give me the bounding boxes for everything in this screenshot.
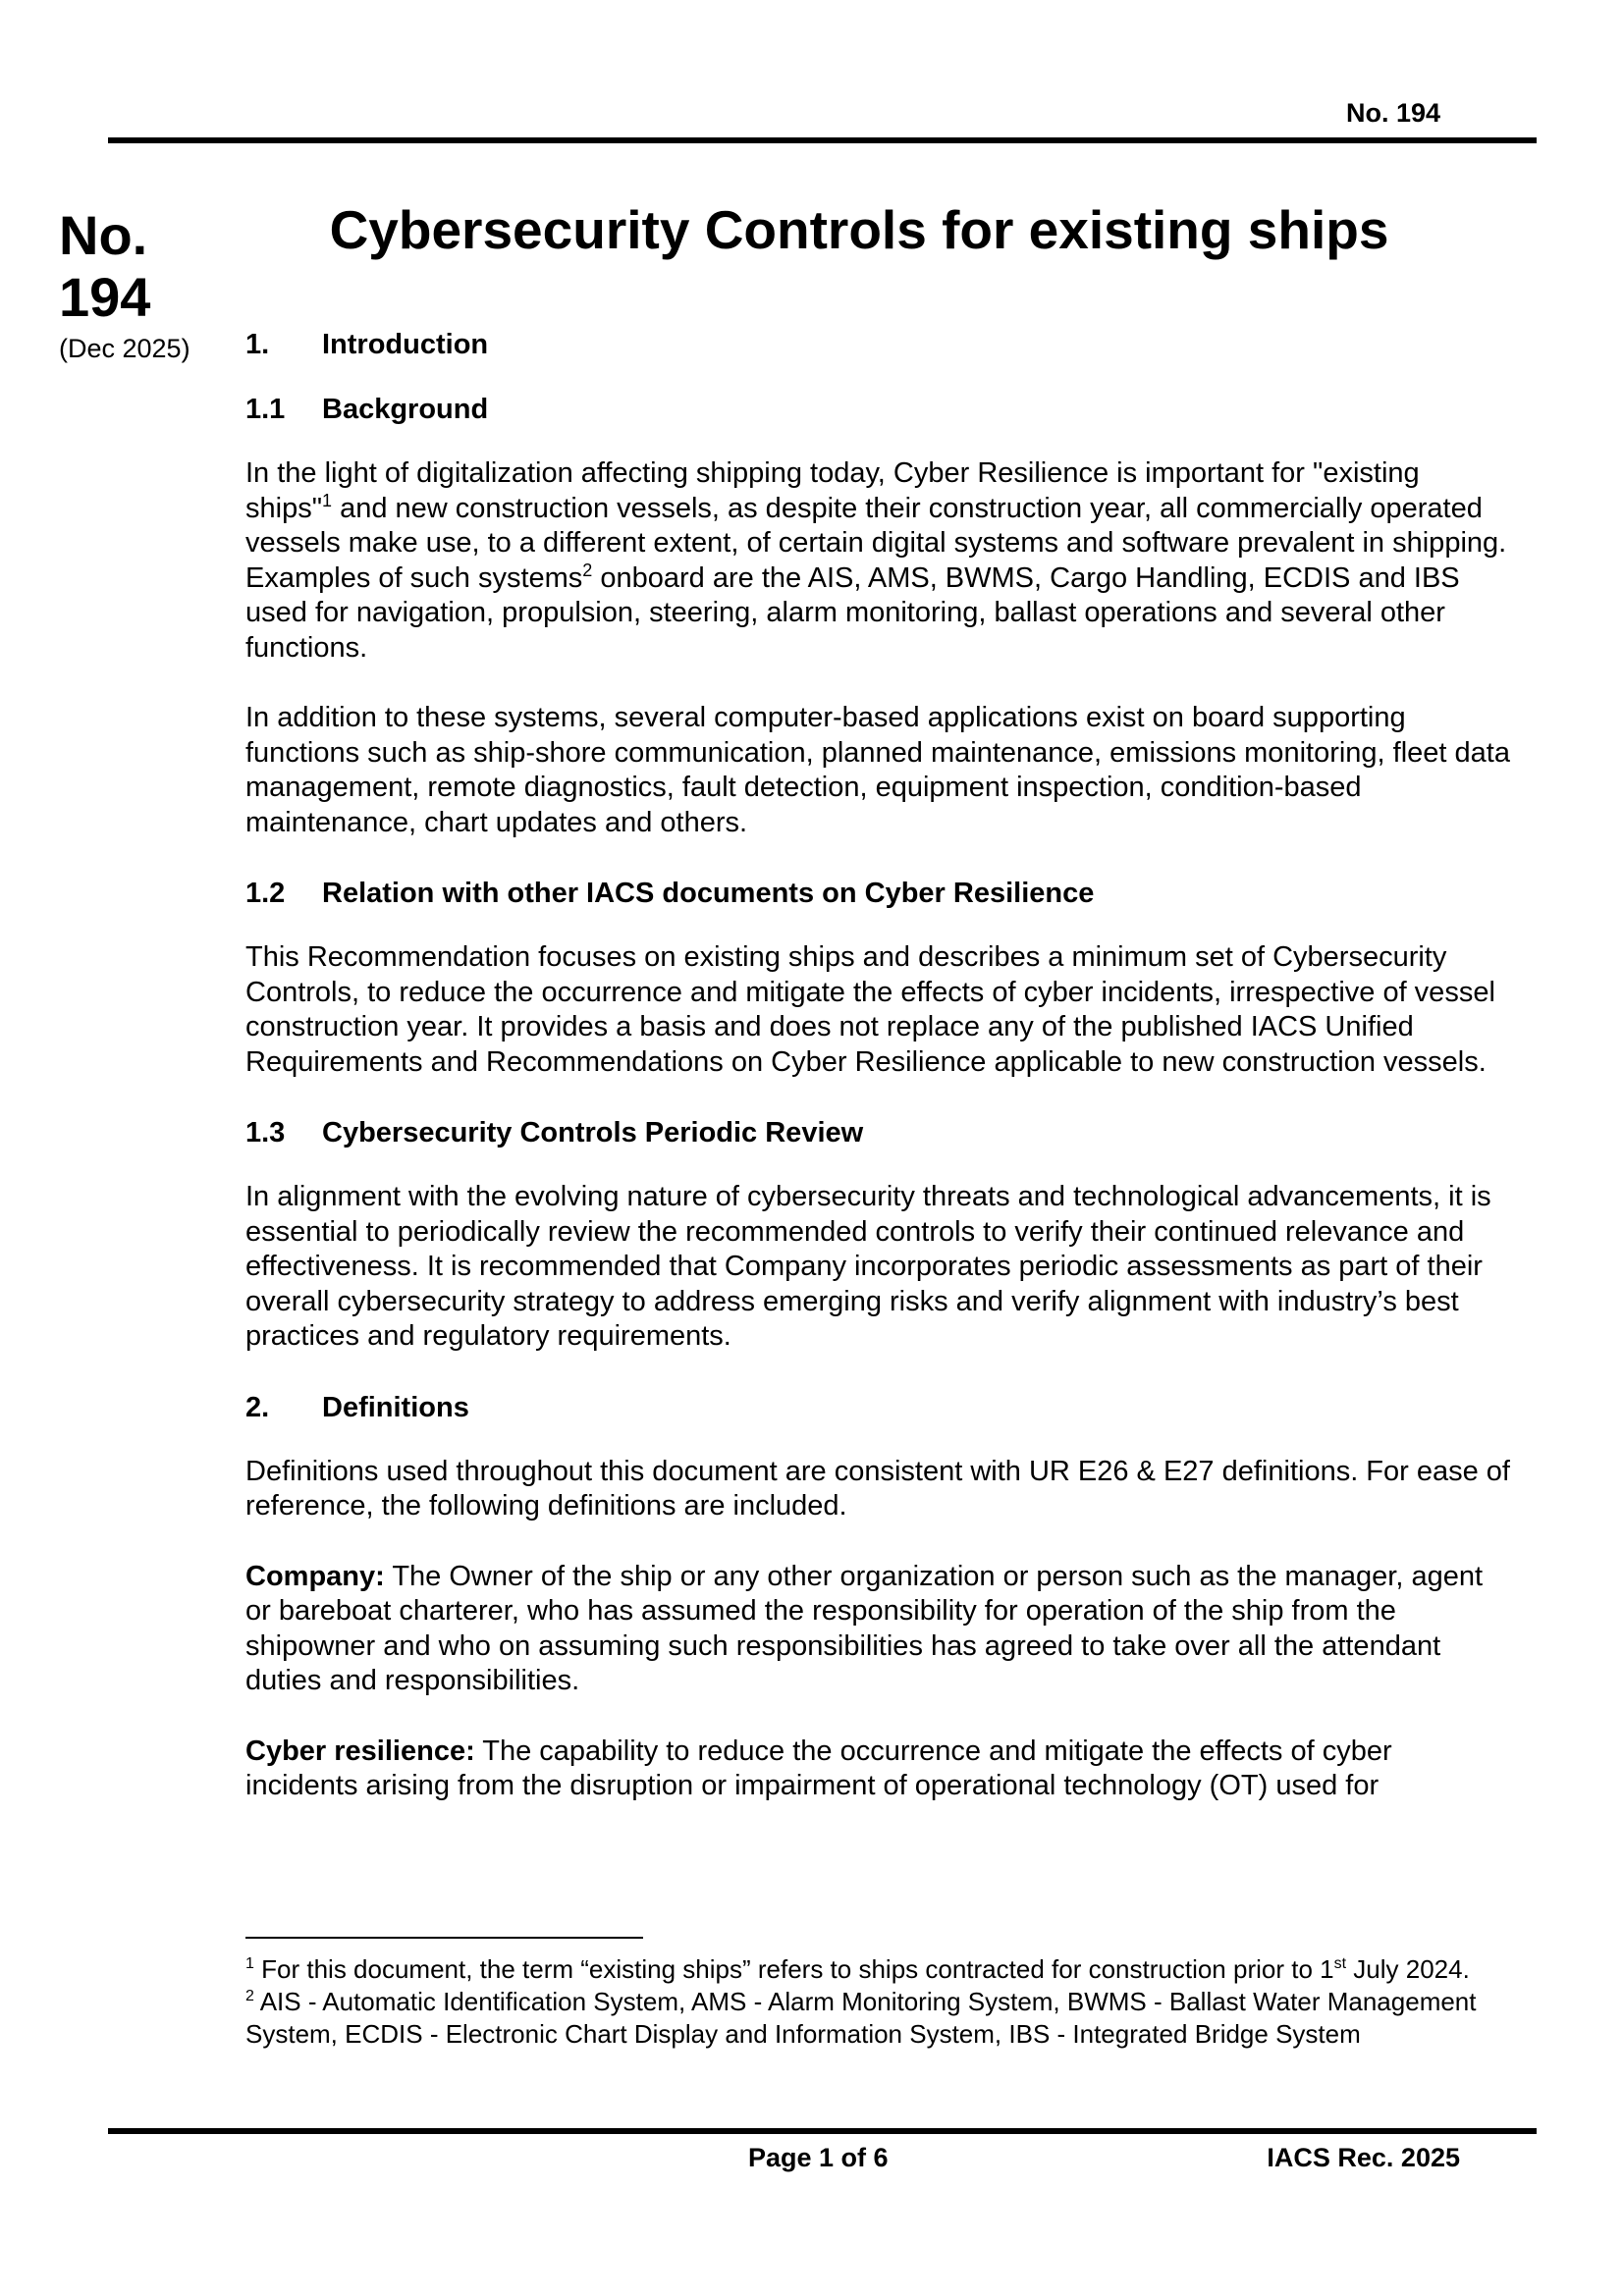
section-number: 1.2 <box>245 878 286 909</box>
footnote-text: For this document, the term “existing ships” refers to ships contracted for construction prior to 1 <box>253 1954 1334 1984</box>
footnotes <box>245 1953 1512 2051</box>
section-heading-1 <box>245 327 1512 362</box>
definition-text: The capability to reduce the occurrence and mitigate the effects of cyber incidents arising from the disruption or impairment of operational technology (OT) used for <box>245 1735 1392 1801</box>
definition-text: The Owner of the ship or any other organization or person such as the manager, agent or bareboat charterer, who has assumed the responsibility for operation of the ship from the shipowner and who on assuming such responsibilities has agreed to take over all the attendant duties and responsibilities. <box>245 1560 1484 1696</box>
section-title: Introduction <box>322 329 489 360</box>
definition-company <box>245 1560 1512 1699</box>
page-number: Page 1 of 6 <box>748 2143 889 2172</box>
definition-term: Cyber resilience: <box>245 1735 475 1767</box>
section-number: 1. <box>245 329 270 360</box>
footnote-text: AIS - Automatic Identification System, AMS - Alarm Monitoring System, BWMS - Ballast Water Management System, ECDIS - Electronic Chart Display and Information System, IBS - Integrated Bridge System <box>245 1987 1477 2049</box>
definition-cyber-resilience <box>245 1735 1512 1804</box>
section-heading-1-1 <box>245 392 1512 427</box>
section-number: 1.3 <box>245 1117 286 1148</box>
ordinal-suffix: st <box>1333 1955 1347 1972</box>
side-number-label: No. <box>59 204 148 266</box>
text-run: and new construction vessels, as despite their construction year, all commercially operated vessels make use, to a different extent, of certain digital systems and software prevalent in shipping. Examples of such systems <box>245 492 1507 594</box>
footnote-mark: 2 <box>245 1988 254 2004</box>
definition-term: Company: <box>245 1560 385 1592</box>
footnote-separator <box>245 1937 643 1939</box>
footer-rule <box>108 2128 1537 2134</box>
section-heading-1-2 <box>245 876 1512 911</box>
paragraph-definitions-intro: Definitions used throughout this document are consistent with UR E26 & E27 definitions. For ease of reference, the following definitions are included. <box>245 1455 1510 1522</box>
footnote-1 <box>245 1953 1512 1986</box>
section-number: 2. <box>245 1391 270 1423</box>
side-number-value: 194 <box>59 266 151 328</box>
text-run: onboard are the AIS, AMS, BWMS, Cargo Handling, ECDIS and IBS used for navigation, propulsion, steering, alarm monitoring, ballast operations and several other functions. <box>245 561 1460 664</box>
section-number: 1.1 <box>245 394 286 425</box>
section-heading-1-3 <box>245 1115 1512 1150</box>
footnote-text: July 2024. <box>1346 1954 1470 1984</box>
side-document-number <box>59 204 150 328</box>
footer-reference: IACS Rec. 2025 <box>1267 2143 1460 2172</box>
page-title: Cybersecurity Controls for existing ships <box>329 199 1389 260</box>
paragraph-background-1 <box>245 456 1512 666</box>
paragraph-periodic-review: In alignment with the evolving nature of cybersecurity threats and technological advancements, it is essential to periodically review the recommended controls to verify their continued relevance and effectiveness. It is recommended that Company incorporates periodic assessments as part of their overall cybersecurity strategy to address emerging risks and verify alignment with industry’s best practices and regulatory requirements. <box>245 1181 1491 1352</box>
footnote-mark: 1 <box>245 1955 254 1972</box>
footnote-ref-1: 1 <box>322 490 333 510</box>
side-issue-date: (Dec 2025) <box>59 334 190 363</box>
section-title: Relation with other IACS documents on Cyber Resilience <box>322 878 1095 909</box>
footnote-ref-2: 2 <box>582 560 593 580</box>
section-heading-2 <box>245 1390 1512 1425</box>
paragraph-background-2: In addition to these systems, several computer-based applications exist on board supporting functions such as ship-shore communication, planned maintenance, emissions monitoring, fleet data management, remote diagnostics, fault detection, equipment inspection, condition-based maintenance, chart updates and others. <box>245 702 1510 838</box>
document-body <box>245 327 1512 1840</box>
section-title: Background <box>322 394 489 425</box>
text-run: In the light of digitalization affecting shipping today, Cyber Resilience is important for "existing ships" <box>245 457 1420 524</box>
paragraph-relation: This Recommendation focuses on existing ships and describes a minimum set of Cybersecurity Controls, to reduce the occurrence and mitigate the effects of cyber incidents, irrespective of vessel construction year. It provides a basis and does not replace any of the published IACS Unified Requirements and Recommendations on Cyber Resilience applicable to new construction vessels. <box>245 941 1495 1078</box>
footnote-2 <box>245 1986 1512 2051</box>
header-document-number: No. 194 <box>1345 98 1440 128</box>
section-title: Cybersecurity Controls Periodic Review <box>322 1117 864 1148</box>
header-rule <box>108 137 1537 143</box>
section-title: Definitions <box>322 1391 469 1423</box>
